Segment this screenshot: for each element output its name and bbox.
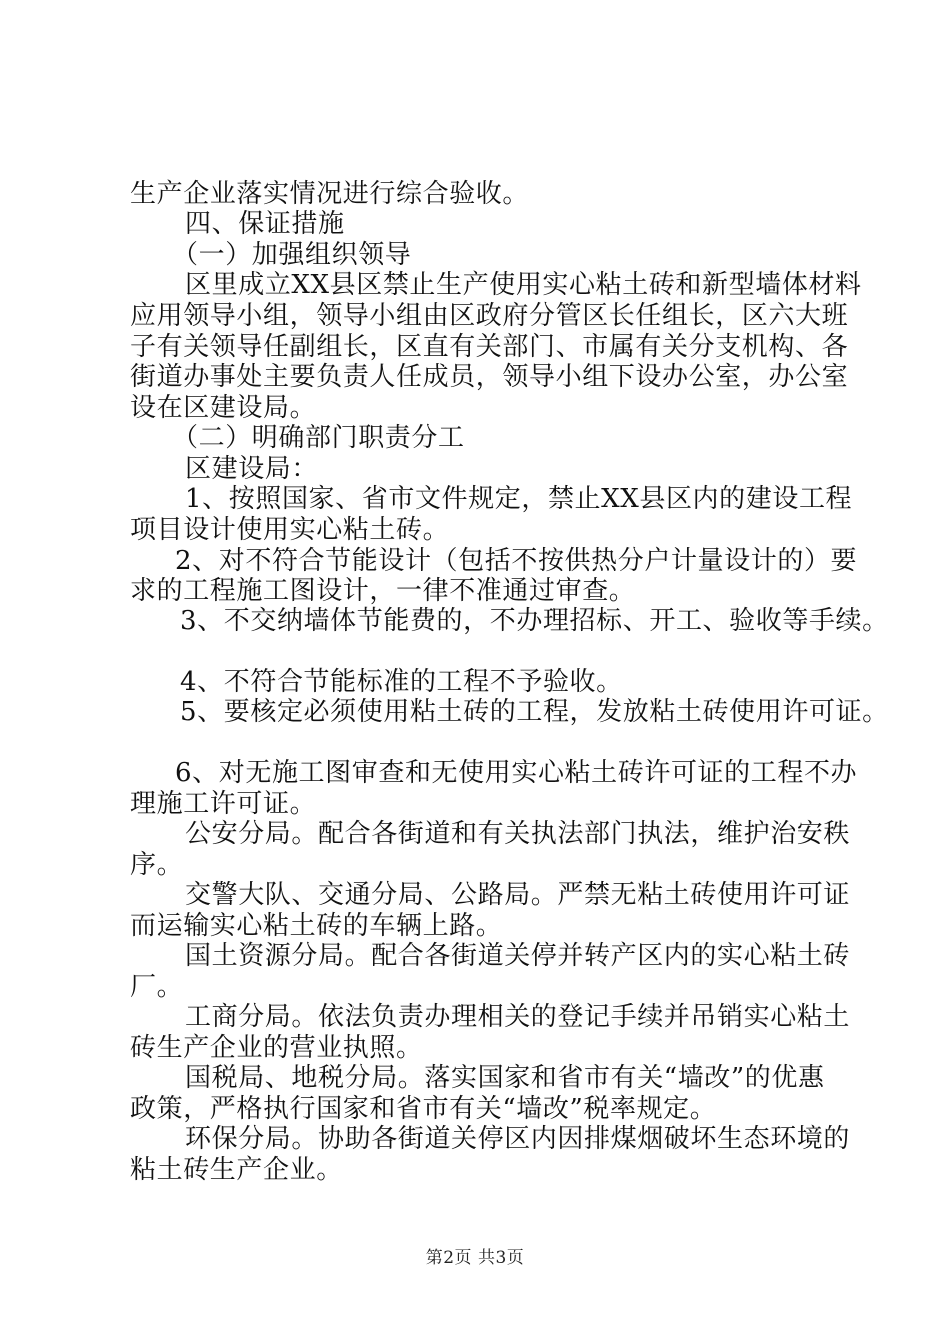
text-line: 工商分局。依法负责办理相关的登记手续并吊销实心粘土 [185, 1002, 851, 1032]
list-item: 5、要核定必须使用粘土砖的工程，发放粘土砖使用许可证。 [180, 697, 889, 727]
text-line: 区里成立XX县区禁止生产使用实心粘土砖和新型墙体材料 [185, 270, 862, 300]
text-line: 环保分局。协助各街道关停区内因排煤烟破坏生态环境的 [185, 1124, 851, 1154]
text-line: 生产企业落实情况进行综合验收。 [130, 179, 530, 209]
text-line: 而运输实心粘土砖的车辆上路。 [130, 911, 503, 941]
text-line: 求的工程施工图设计，一律不准通过审查。 [130, 576, 636, 606]
text-line: 公安分局。配合各街道和有关执法部门执法，维护治安秩 [185, 819, 851, 849]
list-item: 1、按照国家、省市文件规定，禁止XX县区内的建设工程 [185, 484, 853, 514]
text-line: 理施工许可证。 [130, 789, 317, 819]
section-heading: 四、保证措施 [185, 209, 345, 239]
text-line: 厂。 [130, 972, 184, 1002]
subsection-heading: （二）明确部门职责分工 [172, 423, 465, 453]
text-line: 设在区建设局。 [130, 393, 317, 423]
text-line: 项目设计使用实心粘土砖。 [130, 515, 450, 545]
list-item: 4、不符合节能标准的工程不予验收。 [180, 667, 623, 697]
text-line: 政策，严格执行国家和省市有关“墙改”税率规定。 [130, 1094, 717, 1124]
text-line: 砖生产企业的营业执照。 [130, 1033, 423, 1063]
text-line: 交警大队、交通分局、公路局。严禁无粘土砖使用许可证 [185, 880, 851, 910]
list-item: 3、不交纳墙体节能费的，不办理招标、开工、验收等手续。 [180, 606, 889, 636]
text-line: 粘土砖生产企业。 [130, 1155, 343, 1185]
page-number-footer: 第2页 共3页 [425, 1248, 525, 1268]
text-line: 子有关领导任副组长，区直有关部门、市属有关分支机构、各 [130, 332, 849, 362]
list-item: 6、对无施工图审查和无使用实心粘土砖许可证的工程不办 [175, 758, 858, 788]
text-line: 序。 [130, 850, 184, 880]
list-item: 2、对不符合节能设计（包括不按供热分户计量设计的）要 [175, 546, 858, 576]
text-line: 国税局、地税分局。落实国家和省市有关“墙改”的优惠 [185, 1063, 825, 1093]
text-line: 应用领导小组，领导小组由区政府分管区长任组长，区六大班 [130, 301, 849, 331]
subsection-heading: （一）加强组织领导 [172, 240, 412, 270]
text-line: 国土资源分局。配合各街道关停并转产区内的实心粘土砖 [185, 941, 851, 971]
text-line: 街道办事处主要负责人任成员，领导小组下设办公室，办公室 [130, 362, 849, 392]
text-line: 区建设局： [185, 454, 319, 484]
